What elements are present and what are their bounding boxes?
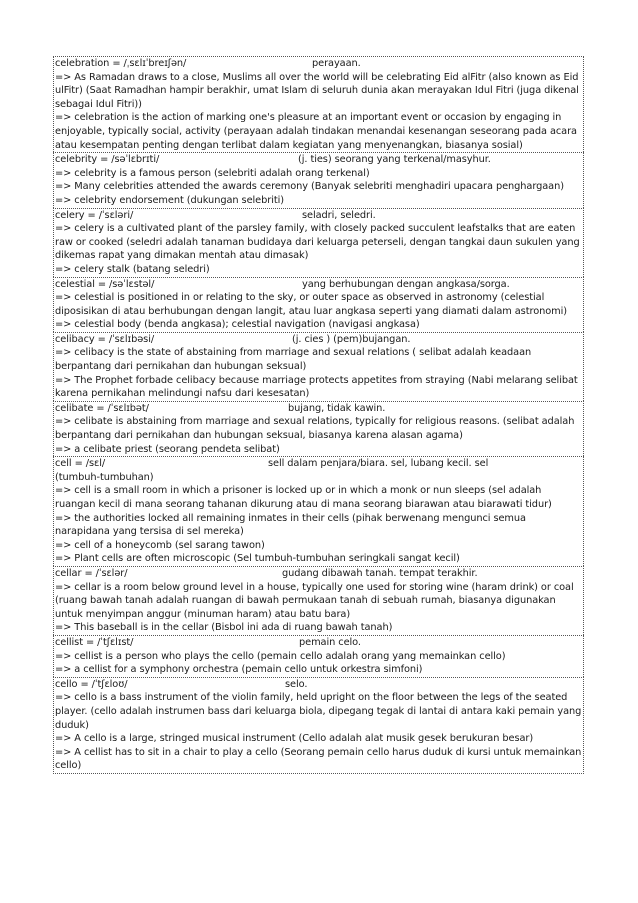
translation: (j. ties) seorang yang terkenal/masyhur. [298,154,491,166]
entry-head [55,402,582,416]
translation: seladri, seledri. [302,209,376,221]
translation: selo. [285,678,308,690]
example-line: => Plant cells are often microscopic (Sel tumbuh-tumbuhan seringkali sangat kecil) [55,553,460,565]
translation: gudang dibawah tanah. tempat terakhir. [282,567,478,579]
definition-line: => celebration is the action of marking one's pleasure at an important event or occasion by engaging in enjoyable, typically social, activity (perayaan adalah tindakan menandai kesenangan seseorang pada acara atau kesempatan penting dengan terlibat dalam kegiatan yang menyenangkan, biasanya sosial) [55,112,577,151]
translation: yang berhubungan dengan angkasa/sorga. [302,278,510,290]
entry-cello [53,677,584,774]
headword: celibacy = /ˈsɛlɪbəsi/ [55,333,155,345]
definition-line: => celebrity is a famous person (selebriti adalah orang terkenal) [55,167,370,179]
example-line: => celestial body (benda angkasa); celestial navigation (navigasi angkasa) [55,319,420,331]
entry-head [55,457,582,471]
entry-cellar [53,566,584,635]
definition-line: => celibacy is the state of abstaining from marriage and sexual relations ( selibat adalah keadaan berpantang dari pernikahan dan hubungan seksual) [55,347,532,373]
headword: celebration = /ˌsɛlɪˈbreɪʃən/ [55,58,187,69]
translation: perayaan. [312,58,361,69]
example-line: => celery stalk (batang seledri) [55,263,210,275]
definition-line: => cellist is a person who plays the cello (pemain cello adalah orang yang memainkan cello) [55,650,506,662]
definition-line: => cell is a small room in which a prisoner is locked up or in which a monk or nun sleeps (sel adalah ruangan kecil di mana seorang tahanan dikurung atau di mana seorang biarawan atau biarawati tidur) [55,485,552,510]
example-line: => the authorities locked all remaining inmates in their cells (pihak berwenang mengunci semua narapidana yang tersisa di sel mereka) [55,512,526,538]
headword: celebrity = /səˈlɛbrɪti/ [55,154,160,166]
entry-cellist [53,635,584,677]
definition-line: => celestial is positioned in or relating to the sky, or outer space as observed in astronomy (celestial diposisikan di atau berhubungan dengan langit, atau luar angkasa seperti yang diamati dalam astronomi) [55,292,567,317]
entry-head [55,57,582,71]
headword: celibate = /ˈsɛlɪbət/ [55,402,149,414]
headword: celery = /ˈsɛləri/ [55,209,134,221]
entry-head [55,209,582,223]
translation-continuation: (tumbuh-tumbuhan) [55,471,154,483]
headword: cellist = /ˈtʃɛlɪst/ [55,636,134,648]
headword: celestial = /səˈlɛstəl/ [55,278,155,290]
headword: cell = /sɛl/ [55,458,106,470]
example-line: => a cellist for a symphony orchestra (pemain cello untuk orkestra simfoni) [55,664,423,676]
entry-celestial [53,277,584,332]
entry-head [55,153,582,167]
translation: (j. cies ) (pem)bujangan. [292,333,411,345]
entry-celibacy [53,332,584,401]
entry-head [55,636,582,650]
example-line: => celebrity endorsement (dukungan selebriti) [55,194,284,206]
example-line: => As Ramadan draws to a close, Muslims all over the world will be celebrating Eid alFitr (also known as Eid ulFitr) (Saat Ramadhan hampir berakhir, umat Islam di seluruh dunia akan merayakan Idul Fitri (juga dikenal sebagai Idul Fitri)) [55,71,579,110]
dictionary-page [53,56,584,774]
entry-head [55,567,582,581]
headword: cellar = /ˈsɛlər/ [55,567,128,579]
definition-line: => cello is a bass instrument of the violin family, held upright on the floor between the legs of the seated player. (cello adalah instrumen bass dari keluarga biola, dipegang tegak di lantai di antara kaki pemain yang duduk) [55,692,582,731]
example-line: => Many celebrities attended the awards ceremony (Banyak selebriti menghadiri upacara penghargaan) [55,181,564,193]
entry-cell [53,456,584,566]
entry-head [55,678,582,692]
entry-celebration [53,56,584,152]
headword: cello = /ˈtʃɛloʊ/ [55,678,128,690]
entry-celibate [53,401,584,456]
translation: sell dalam penjara/biara. sel, lubang kecil. sel [268,458,489,470]
example-line: => A cellist has to sit in a chair to play a cello (Seorang pemain cello harus duduk di kursi untuk memainkan cello) [55,746,582,772]
example-line: => The Prophet forbade celibacy because marriage protects appetites from straying (Nabi melarang selibat karena pernikahan melindungi nafsu dari kesesatan) [55,374,578,400]
example-line: => A cello is a large, stringed musical instrument (Cello adalah alat musik gesek berukuran besar) [55,733,534,745]
definition-line: => celibate is abstaining from marriage and sexual relations, typically for religious reasons. (selibat adalah berpantang dari pernikahan dan hubungan seksual, biasanya karena alasan agama) [55,416,575,442]
translation: pemain celo. [299,636,361,648]
entry-celery [53,208,584,277]
entry-head [55,333,582,347]
definition-line: => celery is a cultivated plant of the parsley family, with closely packed succulent leafstalks that are eaten raw or cooked (seledri adalah tanaman budidaya dari keluarga peterseli, dengan tangkai daun sukulen yang dikemas rapat yang dimakan mentah atau dimasak) [55,223,580,262]
translation: bujang, tidak kawin. [288,402,386,414]
example-line: => a celibate priest (seorang pendeta selibat) [55,443,280,455]
example-line: => This baseball is in the cellar (Bisbol ini ada di ruang bawah tanah) [55,622,393,634]
entry-celebrity [53,152,584,207]
entry-head [55,278,582,292]
definition-line: => cellar is a room below ground level in a house, typically one used for storing wine (haram drink) or coal (ruang bawah tanah adalah ruangan di bawah permukaan tanah di sebuah rumah, biasanya digunakan untuk menyimpan anggur (minuman haram) atau batu bara) [55,581,574,620]
example-line: => cell of a honeycomb (sel sarang tawon) [55,539,265,551]
